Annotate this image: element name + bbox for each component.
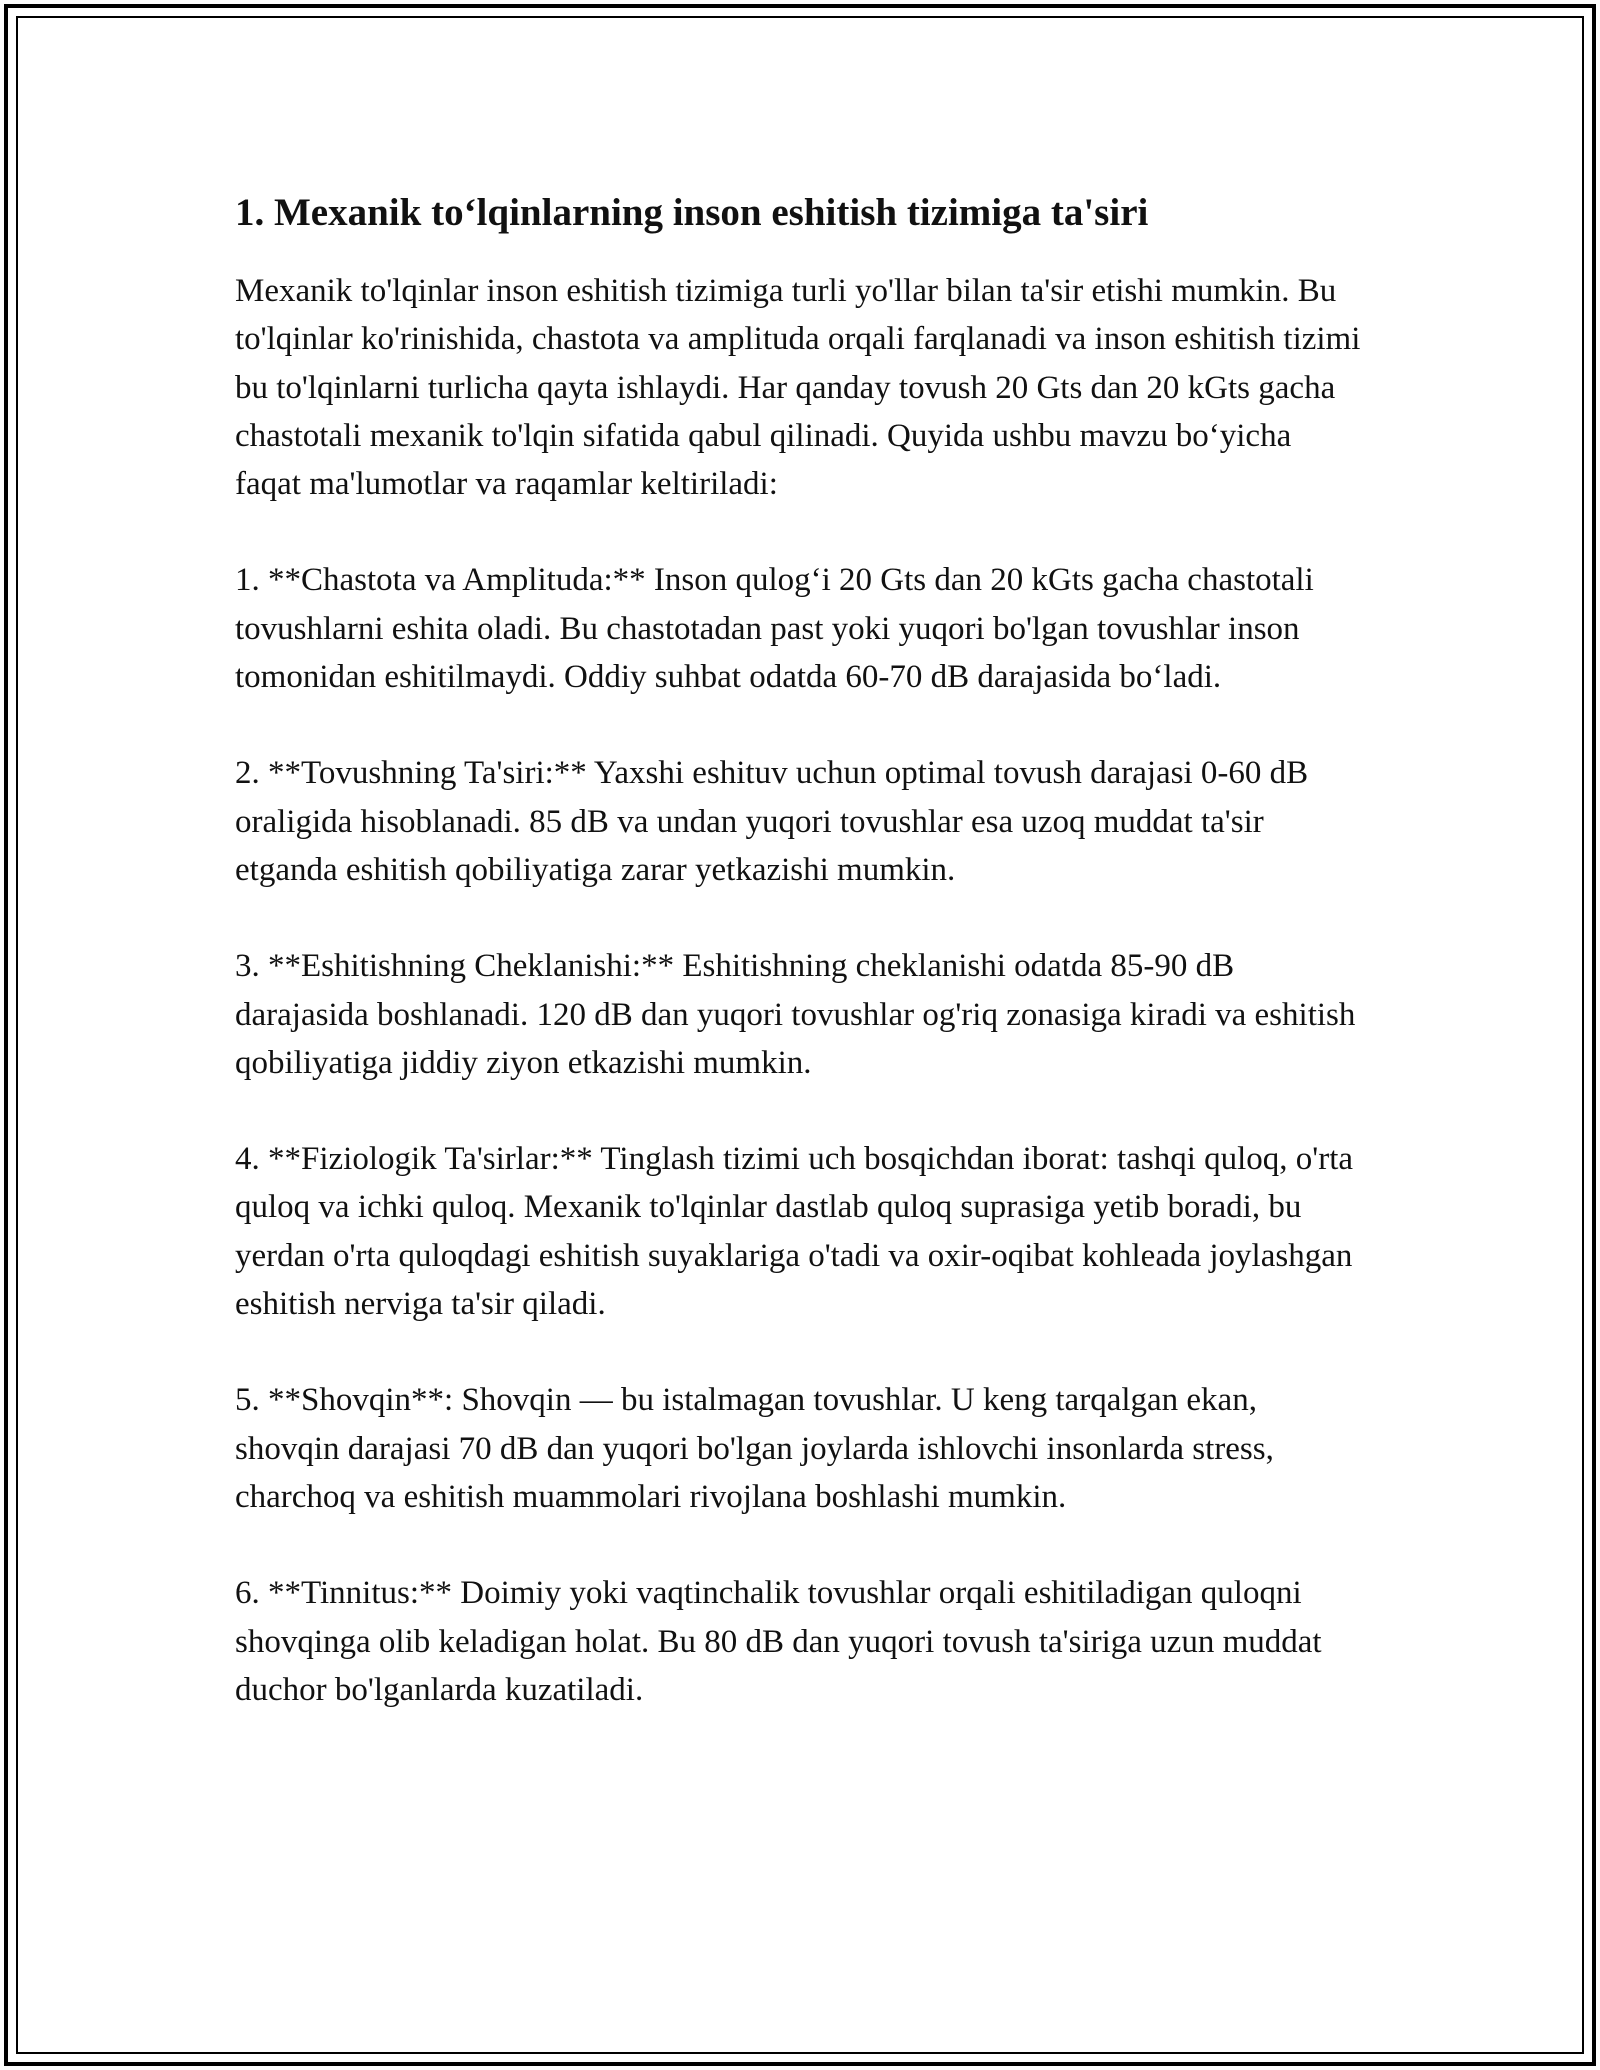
document-title: 1. Mexanik to‘lqinlarning inson eshitish tizimiga ta'siri bbox=[235, 191, 1149, 234]
document-body bbox=[235, 185, 1365, 1762]
list-item: 1. **Chastota va Amplituda:** Inson qulog‘i 20 Gts dan 20 kGts gacha chastotali tovushlarni eshita oladi. Bu chastotadan past yoki yuqori bo'lgan tovushlar inson tomonidan eshitilmaydi. Oddiy suhbat odatda 60-70 dB darajasida bo‘ladi. bbox=[235, 562, 1314, 696]
list-item: 3. **Eshitishning Cheklanishi:** Eshitishning cheklanishi odatda 85-90 dB darajasida boshlanadi. 120 dB dan yuqori tovushlar og'riq zonasiga kiradi va eshitish qobiliyatiga jiddiy ziyon etkazishi mumkin. bbox=[235, 948, 1356, 1081]
list-item: 6. **Tinnitus:** Doimiy yoki vaqtinchalik tovushlar orqali eshitiladigan quloqni shovqinga olib keladigan holat. Bu 80 dB dan yuqori tovush ta'siriga uzun muddat duchor bo'lganlarda kuzatiladi. bbox=[235, 1575, 1322, 1708]
list-item: 5. **Shovqin**: Shovqin — bu istalmagan tovushlar. U keng tarqalgan ekan, shovqin darajasi 70 dB dan yuqori bo'lgan joylarda ishlovchi insonlarda stress, charchoq va eshitish muammolari rivojlana boshlashi mumkin. bbox=[235, 1382, 1274, 1515]
list-item: 4. **Fiziologik Ta'sirlar:** Tinglash tizimi uch bosqichdan iborat: tashqi quloq, o'rta quloq va ichki quloq. Mexanik to'lqinlar dastlab quloq suprasiga yetib boradi, bu yerdan o'rta quloqdagi eshitish suyaklariga o'tadi va oxir-oqibat kohleada joylashgan eshitish nerviga ta'sir qiladi. bbox=[235, 1141, 1354, 1323]
list-item: 2. **Tovushning Ta'siri:** Yaxshi eshituv uchun optimal tovush darajasi 0-60 dB oraligida hisoblanadi. 85 dB va undan yuqori tovushlar esa uzoq muddat ta'sir etganda eshitish qobiliyatiga zarar yetkazishi mumkin. bbox=[235, 755, 1309, 888]
intro-paragraph: Mexanik to'lqinlar inson eshitish tizimiga turli yo'llar bilan ta'sir etishi mumkin. Bu to'lqinlar ko'rinishida, chastota va amplituda orqali farqlanadi va inson eshitish tizimi bu to'lqinlarni turlicha qayta ishlaydi. Har qanday tovush 20 Gts dan 20 kGts gacha chastotali mexanik to'lqin sifatida qabul qilinadi. Quyida ushbu mavzu bo‘yicha faqat ma'lumotlar va raqamlar keltiriladi: bbox=[235, 273, 1361, 503]
